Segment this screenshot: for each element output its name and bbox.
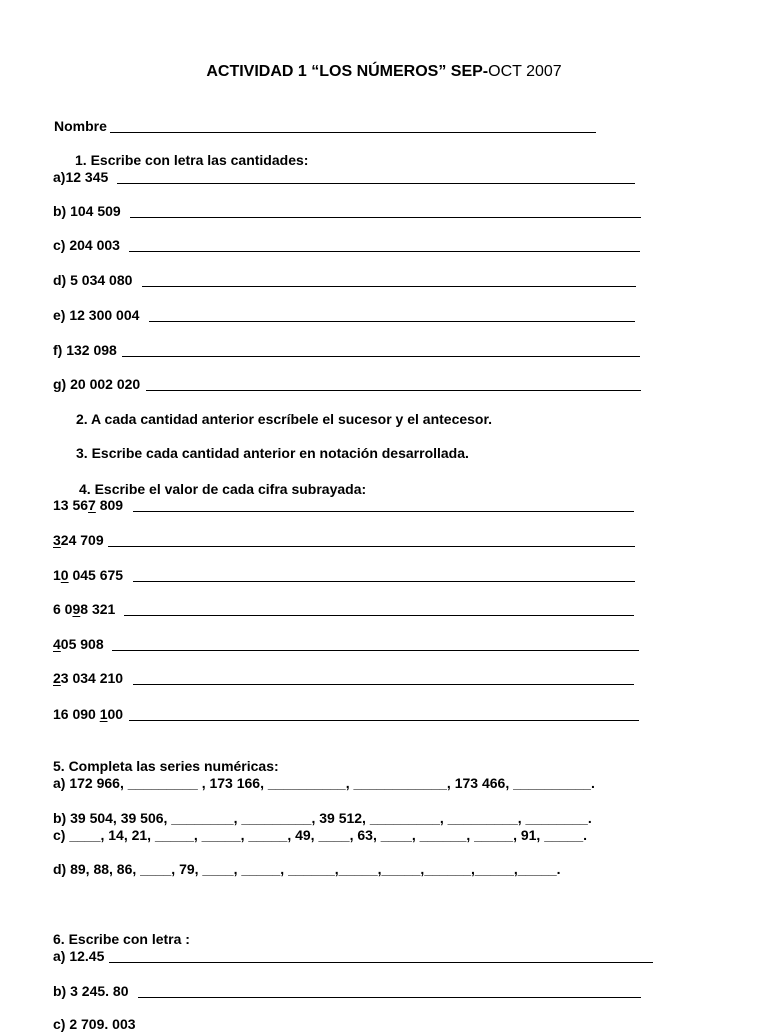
- q4-item-3: 10 045 675: [53, 567, 124, 583]
- q4-answer-line-4[interactable]: [124, 615, 634, 616]
- underlined-digit: 2: [53, 670, 61, 686]
- underlined-digit: 3: [53, 532, 61, 548]
- underlined-digit: 1: [99, 706, 108, 722]
- page-title: [0, 62, 768, 82]
- q6-answer-line-b[interactable]: [138, 997, 641, 998]
- q6-answer-line-a[interactable]: [109, 962, 653, 963]
- q1-item-c: c) 204 003: [53, 237, 120, 253]
- underlined-digit: 7: [88, 497, 96, 513]
- q1-item-e: e) 12 300 004: [53, 307, 140, 323]
- q5-series-a: a) 172 966, _________ , 173 166, __________, ____________, 173 466, __________.: [53, 775, 595, 791]
- q2-text: 2. A cada cantidad anterior escríbele el sucesor y el antecesor.: [76, 411, 493, 427]
- q1-item-b: b) 104 509: [53, 203, 121, 219]
- q4-item-6: 23 034 210: [53, 670, 124, 686]
- q6-item-b: b) 3 245. 80: [53, 983, 129, 999]
- q5-series-d: d) 89, 88, 86, ____, 79, ____, _____, ______,_____,_____,______,_____,_____.: [53, 861, 561, 877]
- underlined-digit: 0: [60, 567, 69, 583]
- q4-item-7: 16 090 100: [53, 706, 124, 722]
- q4-answer-line-2[interactable]: [108, 546, 635, 547]
- q1-item-f: f) 132 098: [53, 342, 117, 358]
- q5-series-c: c) ____, 14, 21, _____, _____, _____, 49, ____, 63, ____, ______, _____, 91, _____.: [53, 827, 588, 843]
- q1-item-g: g) 20 002 020: [53, 376, 141, 392]
- name-answer-line[interactable]: [110, 132, 596, 133]
- q1-answer-line-b[interactable]: [130, 217, 641, 218]
- q6-item-c: c) 2 709. 003: [53, 1016, 136, 1032]
- q4-answer-line-6[interactable]: [133, 684, 634, 685]
- q5-heading: 5. Completa las series numéricas:: [53, 758, 279, 774]
- q6-item-a: a) 12.45: [53, 948, 105, 964]
- q4-item-1: 13 567 809: [53, 497, 124, 513]
- q1-answer-line-d[interactable]: [142, 286, 636, 287]
- q4-item-2: 324 709: [53, 532, 104, 548]
- q1-answer-line-f[interactable]: [122, 356, 640, 357]
- q1-heading: 1. Escribe con letra las cantidades:: [75, 152, 309, 168]
- q5-series-b: b) 39 504, 39 506, ________, _________, 39 512, _________, _________, ________.: [53, 810, 592, 826]
- q1-answer-line-e[interactable]: [149, 321, 635, 322]
- q4-answer-line-3[interactable]: [133, 581, 635, 582]
- q1-item-d: d) 5 034 080: [53, 272, 133, 288]
- name-label: Nombre: [54, 118, 107, 134]
- underlined-digit: 9: [72, 601, 81, 617]
- title-tail: OCT 2007: [488, 63, 562, 80]
- q4-answer-line-7[interactable]: [129, 720, 639, 721]
- q1-item-a: a)12 345: [53, 169, 109, 185]
- q4-heading: 4. Escribe el valor de cada cifra subrayada:: [79, 481, 367, 497]
- q1-answer-line-g[interactable]: [146, 390, 641, 391]
- q4-item-4: 6 098 321: [53, 601, 116, 617]
- q4-item-5: 405 908: [53, 636, 104, 652]
- q4-answer-line-1[interactable]: [133, 511, 634, 512]
- q4-answer-line-5[interactable]: [112, 650, 639, 651]
- q3-text: 3. Escribe cada cantidad anterior en notación desarrollada.: [76, 445, 469, 461]
- q1-answer-line-c[interactable]: [129, 251, 640, 252]
- q1-answer-line-a[interactable]: [117, 183, 635, 184]
- q6-heading: 6. Escribe con letra :: [53, 931, 190, 947]
- title-main: ACTIVIDAD 1 “LOS NÚMEROS” SEP-: [206, 63, 489, 80]
- underlined-digit: 4: [53, 636, 61, 652]
